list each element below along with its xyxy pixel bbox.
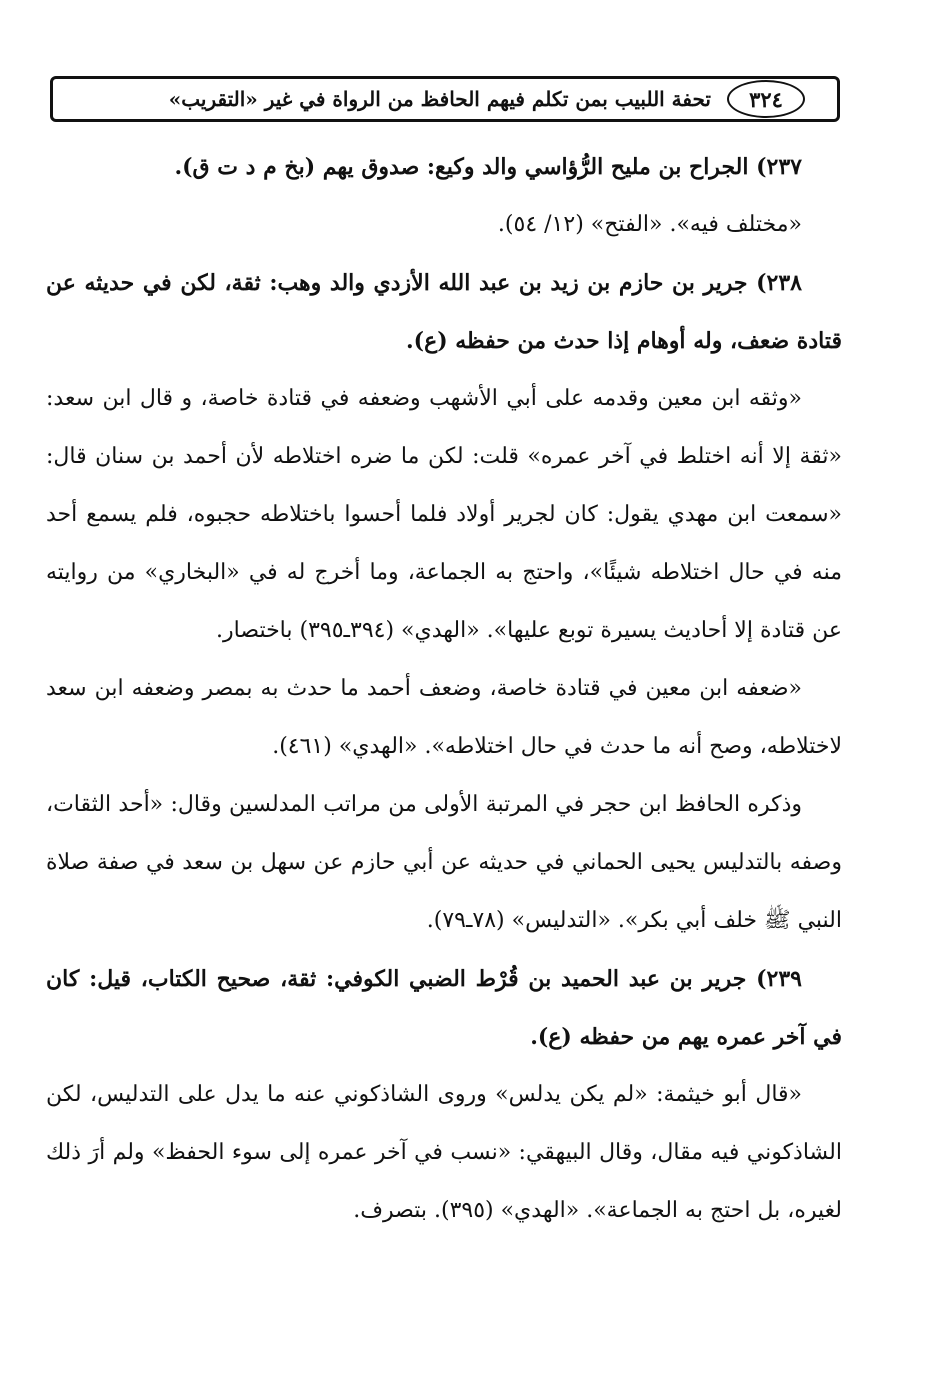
entry-239-note: «قال أبو خيثمة: «لم يكن يدلس» وروى الشاذكوني عنه ما يدل على التدليس، لكن الشاذكوني فيه مقال، وقال البيهقي: «نسب في آخر عمره إلى سوء الحفظ» ولم أرَ ذلك لغيره، بل احتج به الجماعة». «الهدي» (٣٩٥). بتصرف. bbox=[46, 1082, 842, 1223]
running-title: تحفة اللبيب بمن تكلم فيهم الحافظ من الرواة في غير «التقريب» bbox=[168, 87, 711, 111]
entry-237-heading: ٢٣٧) الجراح بن مليح الرُّؤاسي والد وكيع: صدوق يهم (بخ م د ت ق). bbox=[174, 154, 802, 180]
page-number: ٣٢٤ bbox=[727, 80, 805, 118]
page-body bbox=[46, 138, 842, 1240]
entry-239-heading: ٢٣٩) جرير بن عبد الحميد بن قُرْط الضبي الكوفي: ثقة، صحيح الكتاب، قيل: كان في آخر عمره يهم من حفظه (ع). bbox=[46, 966, 842, 1050]
entry-238-heading: ٢٣٨) جرير بن حازم بن زيد بن عبد الله الأزدي والد وهب: ثقة، لكن في حديثه عن قتادة ضعف، وله أوهام إذا حدث من حفظه (ع). bbox=[46, 270, 842, 354]
entry-237-note: «مختلف فيه». «الفتح» (١٢/ ٥٤). bbox=[497, 212, 802, 237]
entry-238-note-2: «ضعفه ابن معين في قتادة خاصة، وضعف أحمد ما حدث به بمصر وضعفه ابن سعد لاختلاطه، وصح أنه ما حدث في حال اختلاطه». «الهدي» (٤٦١). bbox=[46, 676, 842, 759]
page-header bbox=[50, 76, 840, 122]
entry-238-note-3: وذكره الحافظ ابن حجر في المرتبة الأولى من مراتب المدلسين وقال: «أحد الثقات، وصفه بالتدليس يحيى الحماني في حديثه عن أبي حازم عن سهل بن سعد في صفة صلاة النبي ﷺ خلف أبي بكر». «التدليس» (٧٨ـ٧٩). bbox=[46, 792, 842, 933]
entry-238-note-1: «وثقه ابن معين وقدمه على أبي الأشهب وضعفه في قتادة خاصة، و قال ابن سعد: «ثقة إلا أنه اختلط في آخر عمره» قلت: لكن ما ضره اختلاطه لأن أحمد بن سنان قال: «سمعت ابن مهدي يقول: كان لجرير أولاد فلما أحسوا باختلاطه حجبوه، فلم يسمع أحد منه في حال اختلاطه شيئًا»، واحتج به الجماعة، وما أخرج له في «البخاري» من روايته عن قتادة إلا أحاديث يسيرة توبع عليها». «الهدي» (٣٩٤ـ٣٩٥) باختصار. bbox=[46, 386, 842, 643]
